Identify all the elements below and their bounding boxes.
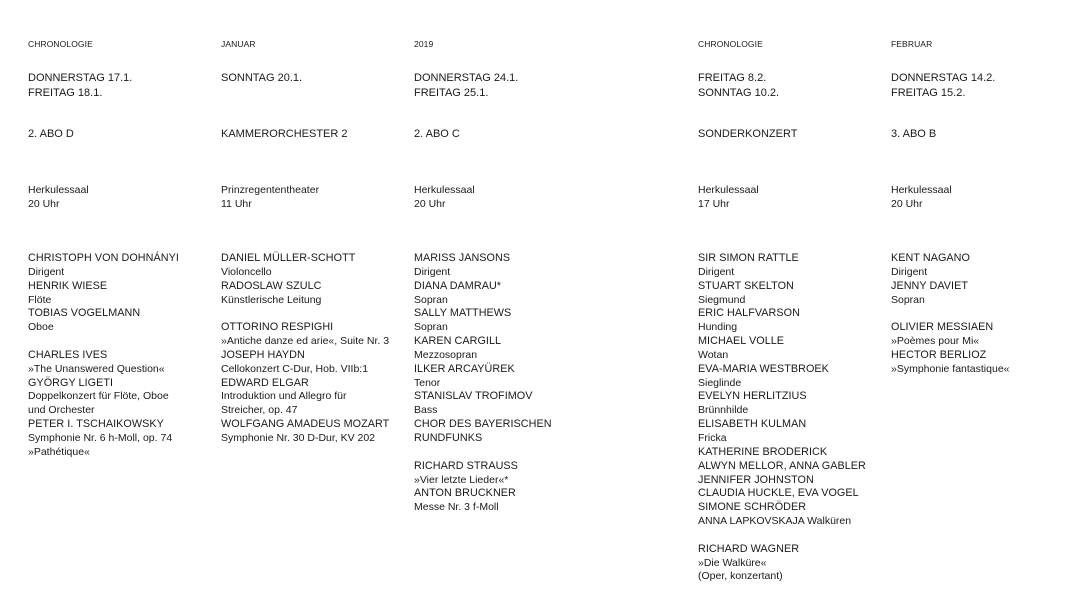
program-block [891, 252, 1010, 377]
concert-time: 17 Uhr [698, 198, 730, 210]
program-name: ELISABETH KULMAN [698, 418, 807, 431]
venue-name: Herkulessaal [28, 184, 89, 196]
program-name: ANTON BRUCKNER [414, 487, 516, 500]
program-detail: Sopran [414, 321, 448, 334]
concert-date: SONNTAG 10.2. [698, 87, 780, 99]
group-spacer [221, 307, 389, 321]
column-header: JANUAR [221, 39, 256, 49]
program-detail: »Vier letzte Lieder«* [414, 473, 509, 486]
program-name: MARISS JANSONS [414, 252, 511, 264]
venue-block [28, 183, 89, 211]
group-spacer [698, 529, 866, 543]
concert-time: 20 Uhr [891, 198, 923, 210]
program-detail: Dirigent [414, 265, 451, 278]
concert-dates [698, 71, 779, 101]
program-name: STANISLAV TROFIMOV [414, 390, 533, 403]
column-header: 2019 [414, 39, 434, 49]
program-detail: Bass [414, 404, 438, 417]
program-name: OLIVIER MESSIAEN [891, 321, 994, 334]
group-spacer [891, 307, 1010, 321]
program-detail: »Die Walküre« [698, 556, 767, 569]
column-header: CHRONOLOGIE [28, 39, 93, 49]
program-name: STUART SKELTON [698, 279, 794, 292]
concert-dates [221, 71, 302, 86]
program-name: KENT NAGANO [891, 252, 970, 264]
concert-date: FREITAG 18.1. [28, 87, 103, 99]
concert-series: 3. ABO B [891, 128, 937, 140]
program-detail: Doppelkonzert für Flöte, Oboe [28, 390, 169, 403]
program-detail: Sieglinde [698, 376, 742, 389]
program-detail: Brünnhilde [698, 404, 749, 417]
program-detail: und Orchester [28, 404, 95, 417]
program-detail: Sopran [414, 293, 448, 306]
program-detail: Mezzosopran [414, 348, 478, 361]
program-detail: Siegmund [698, 293, 746, 306]
program-name: WOLFGANG AMADEUS MOZART [221, 418, 390, 431]
program-name: GYÖRGY LIGETI [28, 376, 114, 389]
works-group [891, 321, 1010, 376]
program-block [414, 252, 552, 515]
program-name: ILKER ARCAYÜREK [414, 362, 515, 375]
program-detail: »Poèmes pour Mi« [891, 335, 980, 348]
concert-date: DONNERSTAG 14.2. [891, 72, 996, 84]
program-name: CHRISTOPH VON DOHNÁNYI [28, 252, 179, 264]
program-detail: Sopran [891, 293, 925, 306]
concert-time: 20 Uhr [28, 198, 60, 210]
program-detail: Violoncello [221, 265, 272, 278]
group-spacer [414, 446, 552, 460]
program-name: EVA-MARIA WESTBROEK [698, 362, 829, 375]
program-detail: ANNA LAPKOVSKAJA Walküren [698, 515, 852, 528]
program-name: RADOSLAW SZULC [221, 279, 322, 292]
group-spacer [28, 335, 179, 349]
concert-date: FREITAG 25.1. [414, 87, 489, 99]
concert-date: FREITAG 15.2. [891, 87, 966, 99]
program-name: HENRIK WIESE [28, 279, 108, 292]
concert-time: 20 Uhr [414, 198, 446, 210]
program-detail: Wotan [698, 348, 729, 361]
program-name: HECTOR BERLIOZ [891, 348, 987, 361]
program-detail: Symphonie Nr. 6 h-Moll, op. 74 [28, 431, 173, 444]
concert-dates [28, 71, 132, 101]
program-detail: Streicher, op. 47 [221, 404, 298, 417]
program-detail: (Oper, konzertant) [698, 570, 783, 583]
program-detail: »Pathétique« [28, 445, 90, 458]
program-name: KATHERINE BRODERICK [698, 445, 828, 458]
performers-group [221, 252, 389, 307]
venue-block [698, 183, 759, 211]
program-name: DIANA DAMRAU* [414, 279, 502, 292]
venue-block [414, 183, 475, 211]
concert-series: SONDERKONZERT [698, 128, 798, 140]
program-detail: »Symphonie fantastique« [891, 362, 1010, 375]
concert-series: KAMMERORCHESTER 2 [221, 128, 348, 140]
program-name: SIR SIMON RATTLE [698, 252, 799, 264]
program-name: RICHARD STRAUSS [414, 459, 518, 472]
program-detail: Cellokonzert C-Dur, Hob. VIIb:1 [221, 362, 369, 375]
concert-date: DONNERSTAG 17.1. [28, 72, 133, 84]
program-name: JOSEPH HAYDN [221, 348, 305, 361]
program-name: RUNDFUNKS [414, 431, 483, 444]
program-name: TOBIAS VOGELMANN [28, 307, 141, 320]
program-name: CLAUDIA HUCKLE, EVA VOGEL [698, 487, 859, 500]
program-name: CHOR DES BAYERISCHEN [414, 418, 552, 431]
venue-name: Prinzregententheater [221, 184, 320, 196]
concert-date: FREITAG 8.2. [698, 72, 767, 84]
program-name: ERIC HALFVARSON [698, 307, 800, 320]
works-group [221, 321, 389, 446]
venue-block [891, 183, 952, 211]
performers-group [891, 252, 1010, 307]
works-group [414, 460, 552, 515]
program-name: SIMONE SCHRÖDER [698, 501, 807, 514]
program-name: JENNIFER JOHNSTON [698, 473, 814, 486]
program-block [221, 252, 389, 446]
program-detail: Dirigent [891, 265, 928, 278]
program-name: CHARLES IVES [28, 348, 108, 361]
program-detail: Oboe [28, 321, 54, 334]
works-group [28, 349, 179, 460]
program-name: MICHAEL VOLLE [698, 335, 785, 348]
program-name: RICHARD WAGNER [698, 542, 800, 555]
program-detail: Hunding [698, 321, 738, 334]
program-name: EVELYN HERLITZIUS [698, 390, 807, 403]
program-block [28, 252, 179, 460]
program-detail: Dirigent [698, 265, 735, 278]
column-header: FEBRUAR [891, 39, 933, 49]
performers-group [28, 252, 179, 335]
concert-series: 2. ABO D [28, 128, 74, 140]
program-name: SALLY MATTHEWS [414, 307, 512, 320]
program-detail: Symphonie Nr. 30 D-Dur, KV 202 [221, 431, 376, 444]
program-name: ALWYN MELLOR, ANNA GABLER [698, 459, 866, 472]
venue-name: Herkulessaal [698, 184, 759, 196]
performers-group [698, 252, 866, 529]
venue-name: Herkulessaal [414, 184, 475, 196]
program-name: KAREN CARGILL [414, 335, 502, 348]
program-block [698, 252, 866, 584]
column-header: CHRONOLOGIE [698, 39, 763, 49]
program-detail: Tenor [414, 376, 441, 389]
program-name: OTTORINO RESPIGHI [221, 321, 334, 334]
program-name: PETER I. TSCHAIKOWSKY [28, 418, 164, 431]
concert-series: 2. ABO C [414, 128, 460, 140]
venue-block [221, 183, 319, 211]
program-detail: Künstlerische Leitung [221, 293, 322, 306]
works-group [698, 543, 866, 585]
program-name: JENNY DAVIET [891, 279, 968, 292]
venue-name: Herkulessaal [891, 184, 952, 196]
program-name: EDWARD ELGAR [221, 376, 309, 389]
program-detail: Flöte [28, 293, 52, 306]
concert-date: SONNTAG 20.1. [221, 72, 303, 84]
program-detail: »Antiche danze ed arie«, Suite Nr. 3 [221, 335, 390, 348]
program-name: DANIEL MÜLLER-SCHOTT [221, 252, 356, 264]
program-detail: »The Unanswered Question« [28, 362, 165, 375]
program-detail: Dirigent [28, 265, 65, 278]
concert-time: 11 Uhr [221, 198, 252, 210]
concert-dates [414, 71, 518, 101]
program-detail: Fricka [698, 431, 727, 444]
program-detail: Messe Nr. 3 f-Moll [414, 501, 499, 514]
program-detail: Introduktion und Allegro für [221, 390, 347, 403]
concert-date: DONNERSTAG 24.1. [414, 72, 519, 84]
performers-group [414, 252, 552, 446]
concert-dates [891, 71, 995, 101]
